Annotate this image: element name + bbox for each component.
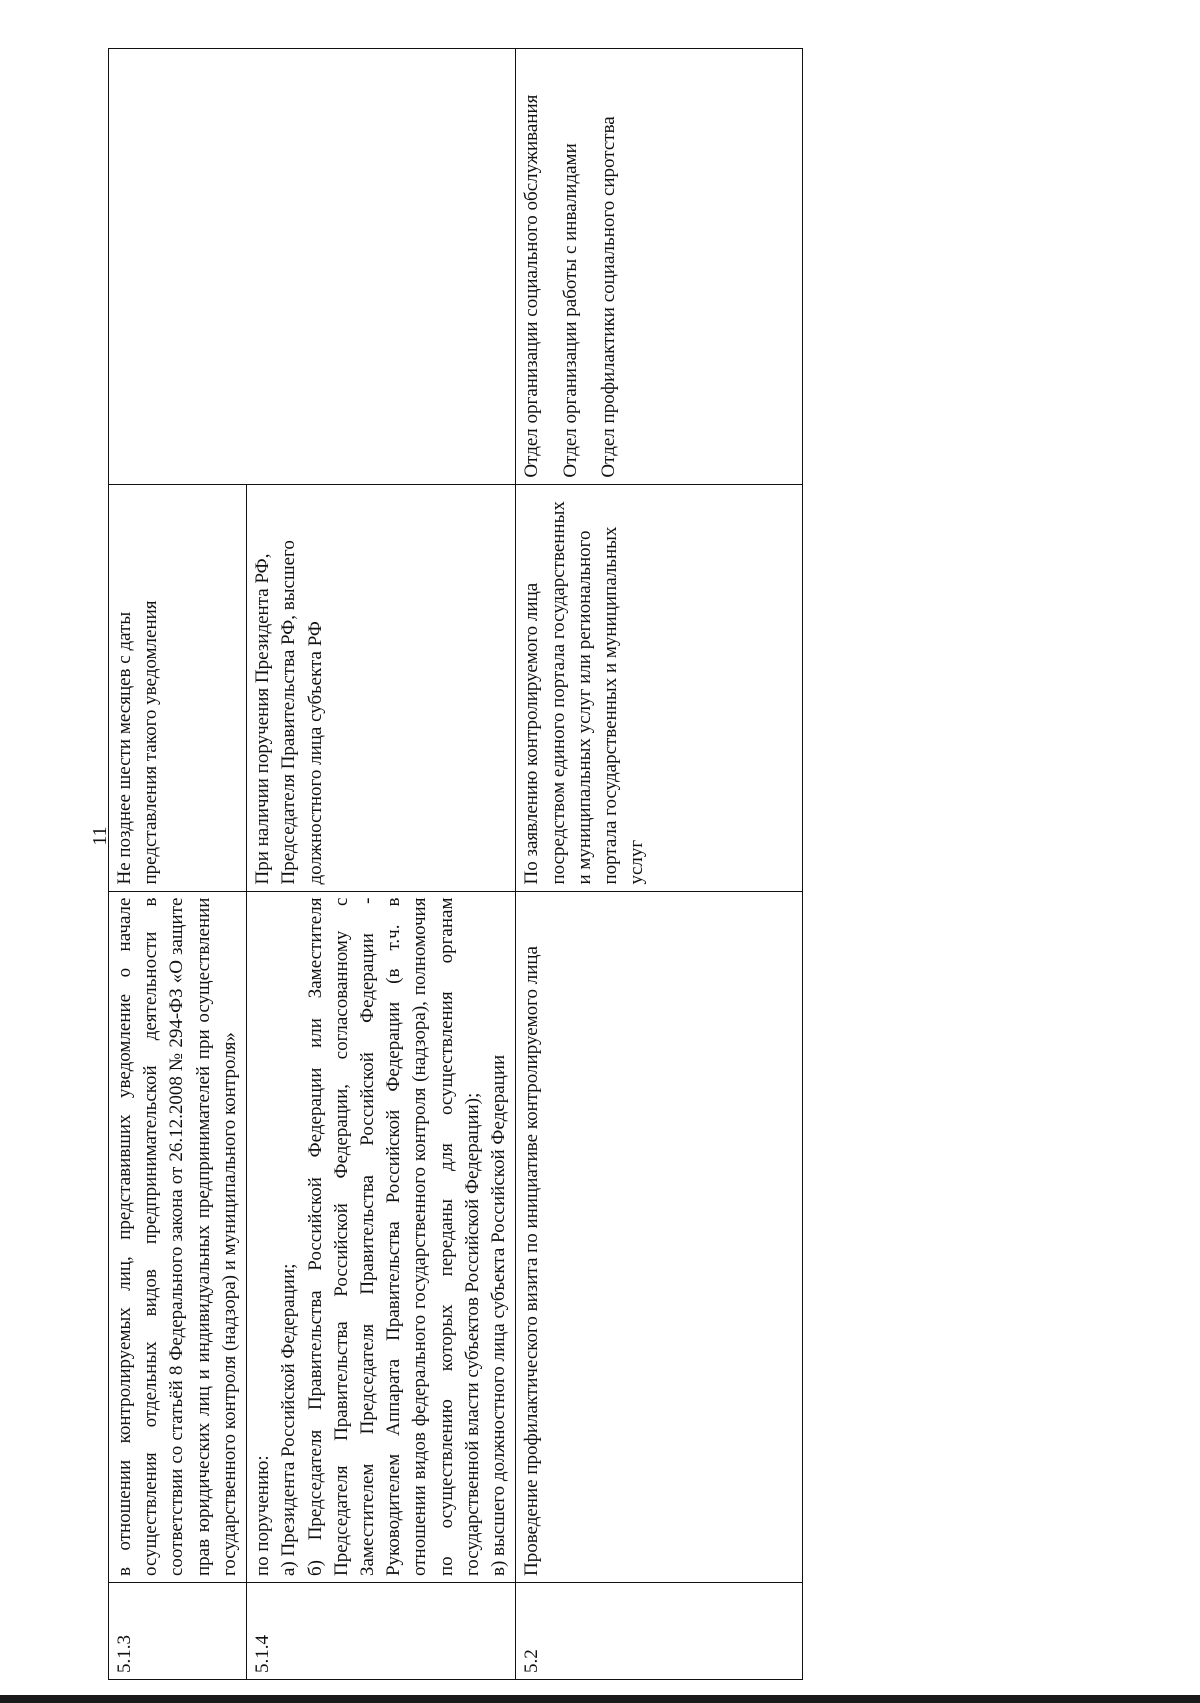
- row-number: 5.1.4: [247, 1583, 516, 1680]
- row-number: 5.1.3: [109, 1583, 247, 1680]
- responsible-cell: [516, 49, 803, 485]
- row-number: 5.2: [516, 1583, 803, 1680]
- term-cell: При наличии поручения Президента РФ, Председателя Правительства РФ, высшего должностного лица субъекта РФ: [247, 484, 516, 891]
- table-row: [109, 49, 247, 1680]
- activity-cell: [247, 891, 516, 1583]
- activity-cell: в отношении контролируемых лиц, представивших уведомление о начале осуществления отдельных видов предпринимательской деятельности в соответствии со статьёй 8 Федерального закона от 26.12.2008 № 294-ФЗ «О защите прав юридических лиц и индивидуальных предпринимателей при осуществлении государственного контроля (надзора) и муниципального контроля»: [109, 891, 247, 1583]
- term-line: или регионального портала государственных и муниципальных услуг: [573, 526, 648, 885]
- responsible-department: Отдел организации социального обслуживания: [521, 94, 543, 478]
- responsible-cell-empty: [109, 49, 516, 485]
- responsible-department: Отдел профилактики социального сиротства: [597, 116, 619, 478]
- activity-line: в) высшего должностного лица субъекта Российской Федерации: [488, 1054, 510, 1577]
- activity-line: б) Председателя Правительства Российской Федерации или Заместителя Председателя Правительства Российской Федерации, согласованному с Заместителем Председателя Правительства Российской Федерации - Руководителем Аппарата Правительства Российской Федерации (в т.ч. в отношении видов федерального государственного контроля (надзора), полномочия по осуществлению которых переданы для осуществления органам государственной власти субъектов Российской Федерации);: [304, 897, 483, 1577]
- scan-edge: [0, 1695, 1200, 1703]
- term-cell: [516, 484, 803, 891]
- term-cell: Не позднее шести месяцев с даты представления такого уведомления: [109, 484, 247, 891]
- activity-line: а) Президента Российской Федерации;: [278, 1263, 300, 1577]
- term-line: По заявлению контролируемого лица посредством единого портала государственных и муниципальных услуг: [521, 501, 595, 885]
- table-row: [516, 49, 803, 1680]
- activity-cell: Проведение профилактического визита по инициативе контролируемого лица: [516, 891, 803, 1583]
- responsible-department: Отдел организации работы с инвалидами: [559, 143, 581, 478]
- measures-table: [108, 48, 803, 1680]
- rotated-table-container: [108, 48, 808, 1680]
- activity-line: по поручению:: [252, 1455, 274, 1577]
- page-number: 11: [89, 826, 111, 846]
